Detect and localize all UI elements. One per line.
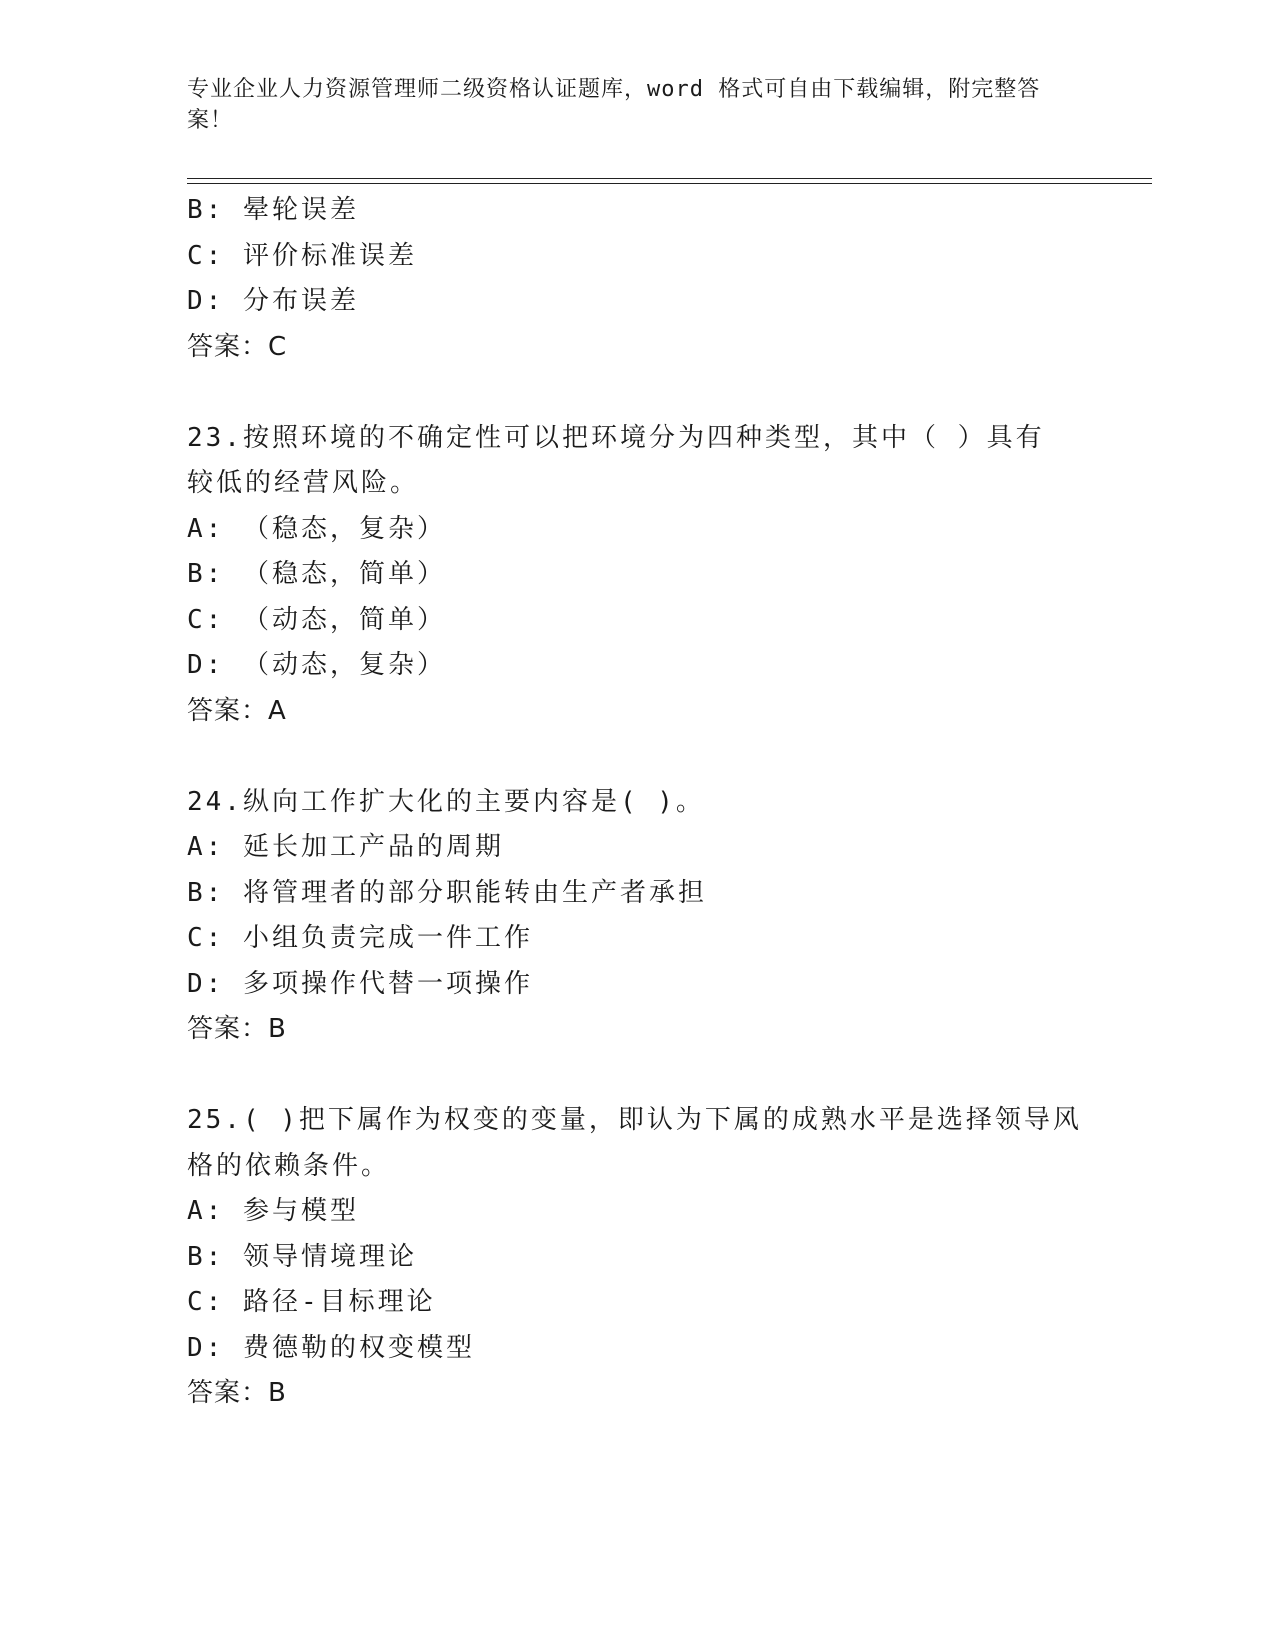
spacer (187, 734, 1087, 780)
question-text-continued: 较低的经营风险。 (187, 468, 420, 498)
option-a: A: 延长加工产品的周期 (187, 832, 504, 862)
document-header: 专业企业人力资源管理师二级资格认证题库，word 格式可自由下载编辑，附完整答案！ (187, 77, 1041, 133)
answer-label: 答案：A (187, 695, 287, 726)
header-rule-top (187, 178, 1152, 179)
question-text: 23.按照环境的不确定性可以把环境分为四种类型，其中（ ）具有 (187, 422, 1045, 453)
option-b: B: （稳态，简单） (187, 559, 446, 589)
option-c: C: 评价标准误差 (187, 240, 417, 271)
option-b: B: 将管理者的部分职能转由生产者承担 (187, 877, 707, 908)
answer-label: 答案：C (187, 331, 288, 362)
question-text: 24.纵向工作扩大化的主要内容是( )。 (187, 786, 705, 817)
question-24 (187, 780, 1087, 1053)
option-b: B: 领导情境理论 (187, 1241, 417, 1272)
question-22-continued (187, 188, 1087, 370)
option-d: D: 分布误差 (187, 286, 359, 316)
question-text-continued: 格的依赖条件。 (187, 1150, 391, 1181)
option-c: C: 路径-目标理论 (187, 1287, 436, 1317)
question-text: 25.( )把下属作为权变的变量，即认为下属的成熟水平是选择领导风 (187, 1105, 1082, 1135)
option-c: C: （动态，简单） (187, 604, 446, 635)
answer-label: 答案：B (187, 1378, 287, 1408)
option-c: C: 小组负责完成一件工作 (187, 923, 533, 953)
spacer (187, 370, 1087, 416)
option-d: D: （动态，复杂） (187, 650, 446, 680)
spacer (187, 1053, 1087, 1099)
option-a: A: 参与模型 (187, 1196, 359, 1226)
option-d: D: 费德勒的权变模型 (187, 1332, 475, 1363)
option-a: A: （稳态，复杂） (187, 513, 446, 544)
question-list (187, 188, 1087, 1417)
header-rule-bottom (187, 183, 1152, 184)
question-25 (187, 1098, 1087, 1417)
option-b: B: 晕轮误差 (187, 195, 359, 225)
answer-label: 答案：B (187, 1014, 287, 1044)
option-d: D: 多项操作代替一项操作 (187, 968, 533, 999)
question-23 (187, 416, 1087, 735)
